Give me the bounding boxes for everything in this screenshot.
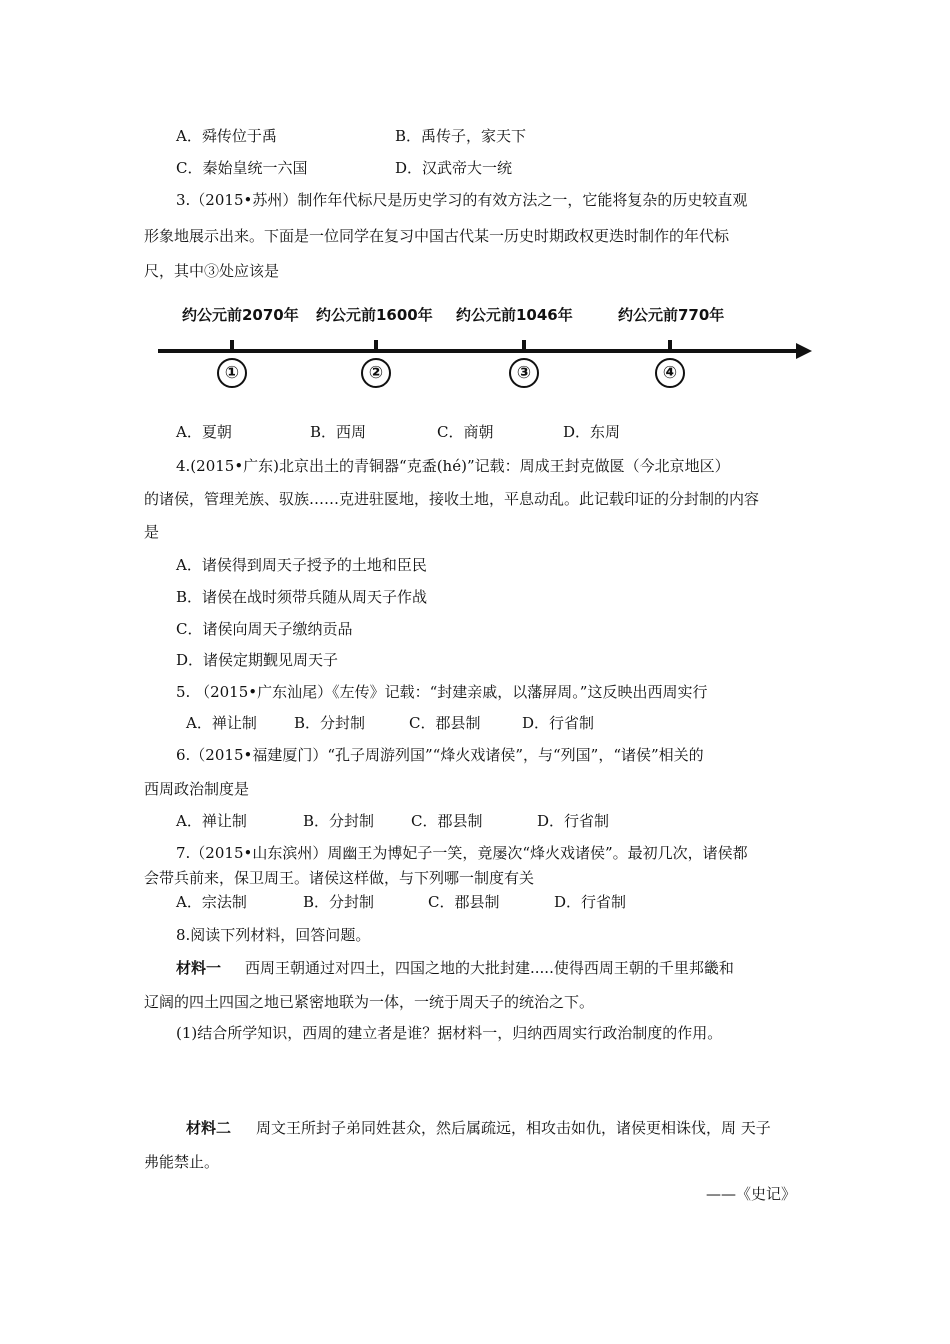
- q3-option-b: B．西周: [310, 423, 367, 441]
- timeline-date-2: 约公元前1600年: [316, 306, 433, 324]
- q3-stem-line1: 3.（2015•苏州）制作年代标尺是历史学习的有效方法之一，它能将复杂的历史较直观: [176, 191, 748, 209]
- q5-option-b: B．分封制: [294, 714, 366, 732]
- q4-option-b: B．诸侯在战时须带兵随从周天子作战: [176, 588, 428, 606]
- q4-stem-line3: 是: [144, 523, 160, 541]
- q6-option-c: C．郡县制: [411, 812, 483, 830]
- q3-stem-line3: 尺，其中③处应该是: [144, 262, 280, 280]
- timeline-axis: [158, 349, 798, 353]
- q4-stem-line2: 的诸侯，管理羌族、驭族……克进驻匽地，接收土地，平息动乱。此记载印证的分封制的内容: [144, 490, 760, 508]
- timeline-mark-4: ④: [655, 358, 685, 388]
- q2-option-d: D．汉武帝大一统: [395, 159, 513, 177]
- timeline-date-1: 约公元前2070年: [182, 306, 299, 324]
- material-1-label: 材料一: [176, 959, 222, 977]
- q6-option-a: A．禅让制: [176, 812, 247, 830]
- q8-sub-question-1: (1)结合所学知识，西周的建立者是谁？据材料一，归纳西周实行政治制度的作用。: [176, 1024, 723, 1042]
- material-1-line2: 辽阔的四土四国之地已紧密地联为一体，一统于周天子的统治之下。: [144, 993, 595, 1011]
- q7-option-b: B．分封制: [303, 893, 375, 911]
- q3-option-d: D．东周: [563, 423, 621, 441]
- material-2-label: 材料二: [186, 1119, 232, 1137]
- q4-option-a: A．诸侯得到周天子授予的土地和臣民: [176, 556, 427, 574]
- q7-option-d: D．行省制: [554, 893, 627, 911]
- q5-option-c: C．郡县制: [409, 714, 481, 732]
- q2-option-a: A．舜传位于禹: [176, 127, 277, 145]
- q6-stem-line1: 6.（2015•福建厦门）“孔子周游列国”“烽火戏诸侯”，与“列国”，“诸侯”相关的: [176, 746, 704, 764]
- q4-stem-line1: 4.(2015•广东)北京出土的青铜器“克盉(hé)”记载：周成王封克做匽（今北京地区）: [176, 457, 730, 475]
- material-2-source: ——《史记》: [706, 1185, 797, 1203]
- q6-option-b: B．分封制: [303, 812, 375, 830]
- q6-option-d: D．行省制: [537, 812, 610, 830]
- q4-option-c: C．诸侯向周天子缴纳贡品: [176, 620, 353, 638]
- timeline-mark-2: ②: [361, 358, 391, 388]
- q7-option-a: A．宗法制: [176, 893, 247, 911]
- timeline-date-3: 约公元前1046年: [456, 306, 573, 324]
- q3-stem-line2: 形象地展示出来。下面是一位同学在复习中国古代某一历史时期政权更迭时制作的年代标: [144, 227, 730, 245]
- q2-option-b: B．禹传子，家天下: [395, 127, 527, 145]
- material-2-line2: 弗能禁止。: [144, 1153, 220, 1171]
- timeline-arrow-icon: [796, 343, 812, 359]
- timeline-tick-3: [522, 340, 526, 352]
- q7-stem-line1: 7.（2015•山东滨州）周幽王为博妃子一笑，竟屡次“烽火戏诸侯”。最初几次，诸侯都: [176, 844, 748, 862]
- q3-option-c: C．商朝: [437, 423, 494, 441]
- q5-stem: 5. （2015•广东汕尾）《左传》记载：“封建亲戚，以藩屏周。”这反映出西周实行: [176, 683, 708, 701]
- timeline-tick-2: [374, 340, 378, 352]
- q6-stem-line2: 西周政治制度是: [144, 780, 250, 798]
- q5-option-a: A．禅让制: [186, 714, 257, 732]
- q7-option-c: C．郡县制: [428, 893, 500, 911]
- q4-option-d: D．诸侯定期觐见周天子: [176, 651, 339, 669]
- timeline-tick-4: [668, 340, 672, 352]
- timeline-mark-3: ③: [509, 358, 539, 388]
- q5-option-d: D．行省制: [522, 714, 595, 732]
- q3-option-a: A．夏朝: [176, 423, 232, 441]
- timeline-mark-1: ①: [217, 358, 247, 388]
- material-1-line1: 西周王朝通过对四土，四国之地的大批封建.....使得西周王朝的千里邦畿和: [245, 959, 734, 977]
- q7-stem-line2: 会带兵前来，保卫周王。诸侯这样做，与下列哪一制度有关: [144, 869, 535, 887]
- q2-option-c: C．秦始皇统一六国: [176, 159, 308, 177]
- q8-stem: 8.阅读下列材料，回答问题。: [176, 926, 371, 944]
- timeline-date-4: 约公元前770年: [618, 306, 725, 324]
- material-2-line1: 周文王所封子弟同姓甚众，然后属疏远，相攻击如仇，诸侯更相诛伐，周 天子: [256, 1119, 771, 1137]
- timeline-figure: [150, 296, 820, 396]
- timeline-tick-1: [230, 340, 234, 352]
